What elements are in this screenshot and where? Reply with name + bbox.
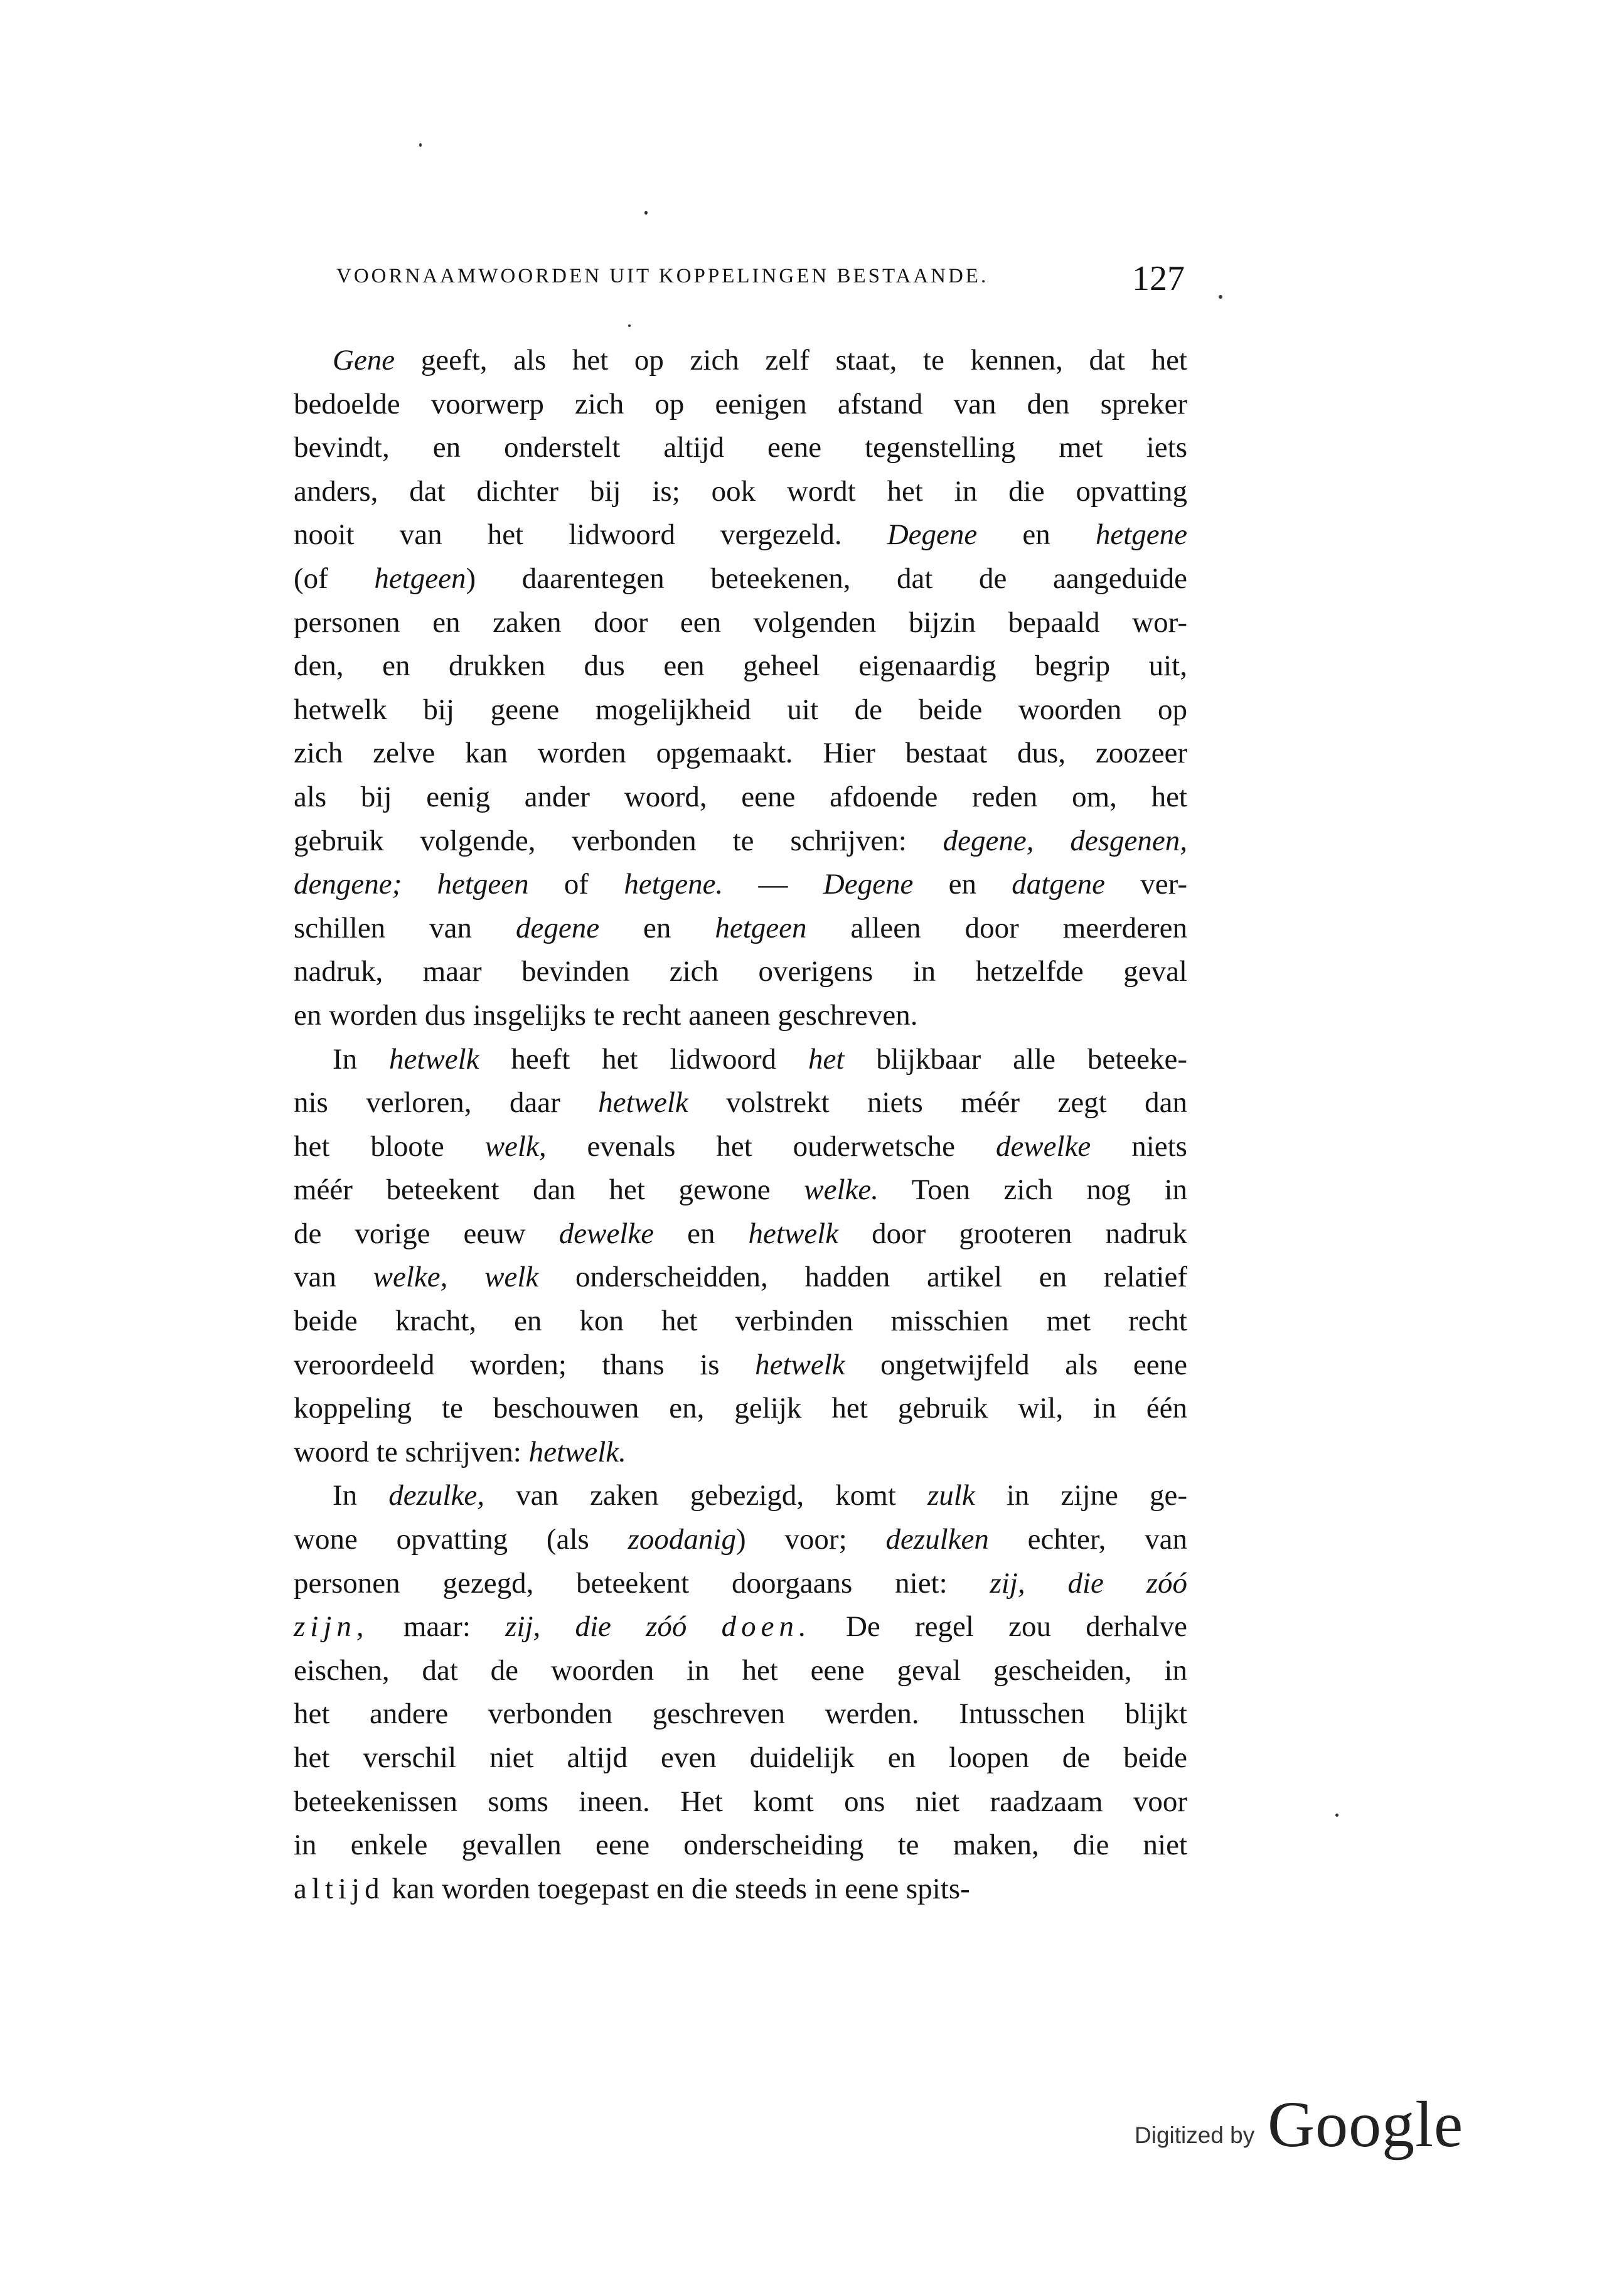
text-line [294, 644, 1187, 688]
italic-term: het [808, 1042, 845, 1076]
text-run: zich zelve kan worden opgemaakt. Hier bestaat dus, zoozeer [294, 737, 1187, 770]
text-line [294, 1736, 1187, 1780]
text-line [294, 1256, 1187, 1300]
text-run: van zaken gebezigd, komt [484, 1479, 928, 1512]
text-run: kan worden toegepast en die steeds in eene spits- [384, 1872, 970, 1905]
text-run: in enkele gevallen eene onderscheiding te maken, die niet [294, 1829, 1187, 1862]
text-run: méér beteekent dan het gewone [294, 1173, 804, 1207]
italic-term: Degene [887, 518, 978, 552]
text-line [294, 1868, 1187, 1911]
watermark-prefix: Digitized by [1135, 2122, 1255, 2148]
text-line [294, 513, 1187, 557]
text-run: als bij eenig ander woord, eene afdoende reden om, het [294, 780, 1187, 813]
text-run: eischen, dat de woorden in het eene geval gescheiden, in [294, 1654, 1187, 1687]
text-run: ver- [1105, 868, 1188, 901]
text-run: maar: [368, 1610, 506, 1644]
scan-speck [644, 211, 648, 215]
text-run: echter, van [988, 1523, 1187, 1556]
scan-speck [628, 324, 631, 327]
text-line [294, 1168, 1187, 1212]
text-run: (of [294, 562, 375, 595]
text-run: ongetwijfeld als eene [845, 1348, 1187, 1381]
text-line [294, 1474, 1187, 1518]
text-run: of [528, 868, 624, 901]
text-line [294, 732, 1187, 776]
text-run: Toen zich nog in [878, 1173, 1187, 1207]
text-run: gebruik volgende, verbonden te schrijven: [294, 824, 943, 857]
text-run: evenals het ouderwetsche [546, 1130, 996, 1163]
text-line [294, 994, 1187, 1038]
italic-term: welke. [804, 1173, 879, 1207]
page-number: 127 [1132, 259, 1185, 298]
text-run: In [333, 1479, 389, 1512]
italic-term: hetwelk [755, 1348, 845, 1381]
text-run: veroordeeld worden; thans is [294, 1348, 756, 1381]
italic-term: hetgeen [374, 562, 466, 595]
text-run: en [599, 911, 715, 944]
text-run: door grooteren nadruk [838, 1217, 1187, 1250]
text-line [294, 1300, 1187, 1344]
text-run: en [913, 868, 1012, 901]
text-run: hetwelk bij geene mogelijkheid uit de beide woorden op [294, 693, 1187, 726]
italic-term: hetwelk. [528, 1435, 626, 1468]
text-run: nooit van het lidwoord vergezeld. [294, 518, 887, 552]
scan-speck [1219, 295, 1222, 299]
italic-term: dewelke [995, 1130, 1091, 1163]
text-line [294, 1125, 1187, 1169]
paragraph [294, 1474, 1187, 1911]
text-run: het andere verbonden geschreven werden. Intusschen blijkt [294, 1697, 1187, 1731]
text-run: alleen door meerderen [806, 911, 1187, 944]
text-run: De regel zou derhalve [811, 1610, 1187, 1644]
italic-term: degene [515, 911, 600, 944]
italic-term: zijn, [294, 1610, 369, 1644]
text-run: anders, dat dichter bij is; ook wordt het in die opvatting [294, 474, 1187, 508]
text-run: — [723, 868, 823, 901]
text-run: schillen van [294, 911, 516, 944]
italic-term: hetwelk [389, 1042, 479, 1076]
text-line [294, 1387, 1187, 1431]
italic-term: dezulken [885, 1523, 989, 1556]
italic-term: hetgene [1095, 518, 1187, 552]
text-run: beide kracht, en kon het verbinden misschien met recht [294, 1305, 1187, 1338]
text-run: den, en drukken dus een geheel eigenaardig begrip uit, [294, 650, 1187, 683]
text-line [294, 1780, 1187, 1824]
text-line [294, 863, 1187, 907]
italic-term: welk, [484, 1130, 547, 1163]
text-line [294, 1518, 1187, 1562]
text-run: beteekenissen soms ineen. Het komt ons niet raadzaam voor [294, 1785, 1187, 1818]
text-run: bedoelde voorwerp zich op eenigen afstand van den spreker [294, 387, 1187, 420]
italic-term: Degene [823, 868, 914, 901]
running-title: VOORNAAMWOORDEN UIT KOPPELINGEN BESTAANDE. [336, 265, 989, 287]
text-run: nis verloren, daar [294, 1086, 599, 1120]
italic-term: degene, desgenen, [943, 824, 1187, 857]
italic-term: dengene; hetgeen [294, 868, 529, 901]
text-run: in zijne ge- [975, 1479, 1187, 1512]
text-run: volstrekt niets méér zegt dan [688, 1086, 1187, 1120]
body-text [294, 339, 1187, 1911]
text-run: koppeling te beschouwen en, gelijk het gebruik wil, in één [294, 1392, 1187, 1425]
text-line [294, 1605, 1187, 1649]
digitized-by-google-watermark [1135, 2087, 1486, 2162]
text-line [294, 1824, 1187, 1868]
text-run: het bloote [294, 1130, 485, 1163]
italic-term: hetgene. [624, 868, 724, 901]
text-run: altijd [294, 1872, 385, 1905]
text-line [294, 1081, 1187, 1125]
text-run: geeft, als het op zich zelf staat, te kennen, dat het [395, 344, 1187, 377]
text-line [294, 557, 1187, 601]
italic-term: hetgeen [715, 911, 807, 944]
text-line [294, 1649, 1187, 1693]
text-run: en [654, 1217, 749, 1250]
text-run: en worden dus insgelijks te recht aaneen geschreven. [294, 998, 918, 1032]
text-run: van [294, 1261, 373, 1294]
italic-term: zoodanig [628, 1523, 736, 1556]
italic-term: welke, welk [373, 1261, 539, 1294]
italic-term: doen. [721, 1610, 811, 1644]
italic-term: dewelke [558, 1217, 654, 1250]
scan-speck [1335, 1814, 1338, 1817]
text-line [294, 820, 1187, 863]
text-line [294, 1431, 1187, 1475]
text-run: ) voor; [735, 1523, 886, 1556]
text-line [294, 1344, 1187, 1387]
text-run: heeft het lidwoord [479, 1042, 808, 1076]
text-run: In [333, 1042, 389, 1076]
text-line [294, 383, 1187, 427]
text-run: wone opvatting (als [294, 1523, 628, 1556]
text-run: niets [1091, 1130, 1187, 1163]
italic-term: hetwelk [598, 1086, 688, 1120]
text-run: en [977, 518, 1096, 552]
text-line [294, 950, 1187, 994]
text-line [294, 776, 1187, 820]
text-run: ) daarentegen beteekenen, dat de aangeduide [466, 562, 1187, 595]
text-run: personen en zaken door een volgenden bijzin bepaald wor- [294, 606, 1187, 639]
text-run: bevindt, en onderstelt altijd eene tegenstelling met iets [294, 431, 1187, 464]
text-line [294, 470, 1187, 514]
running-header [336, 259, 1202, 309]
italic-term: zij, die zóó [505, 1610, 722, 1644]
text-run: de vorige eeuw [294, 1217, 559, 1250]
text-run: personen gezegd, beteekent doorgaans niet: [294, 1566, 990, 1600]
text-line [294, 688, 1187, 732]
italic-term: Gene [333, 344, 395, 377]
italic-term: zulk [927, 1479, 975, 1512]
text-line [294, 1212, 1187, 1256]
paragraph [294, 1038, 1187, 1475]
scan-speck [419, 143, 422, 147]
paragraph [294, 339, 1187, 1038]
italic-term: datgene [1012, 868, 1106, 901]
text-line [294, 339, 1187, 383]
text-line [294, 426, 1187, 470]
text-run: onderscheidden, hadden artikel en relatief [538, 1261, 1187, 1294]
text-line [294, 1562, 1187, 1606]
text-line [294, 1038, 1187, 1082]
google-logo: Google [1268, 2088, 1464, 2161]
text-line [294, 601, 1187, 645]
italic-term: zij, die zóó [990, 1566, 1188, 1600]
italic-term: hetwelk [748, 1217, 839, 1250]
text-run: het verschil niet altijd even duidelijk en loopen de beide [294, 1741, 1187, 1774]
text-run: woord te schrijven: [294, 1435, 529, 1468]
text-run: nadruk, maar bevinden zich overigens in hetzelfde geval [294, 955, 1187, 988]
text-run: blijkbaar alle beteeke- [844, 1042, 1187, 1076]
text-line [294, 1692, 1187, 1736]
text-line [294, 907, 1187, 951]
italic-term: dezulke, [388, 1479, 484, 1512]
